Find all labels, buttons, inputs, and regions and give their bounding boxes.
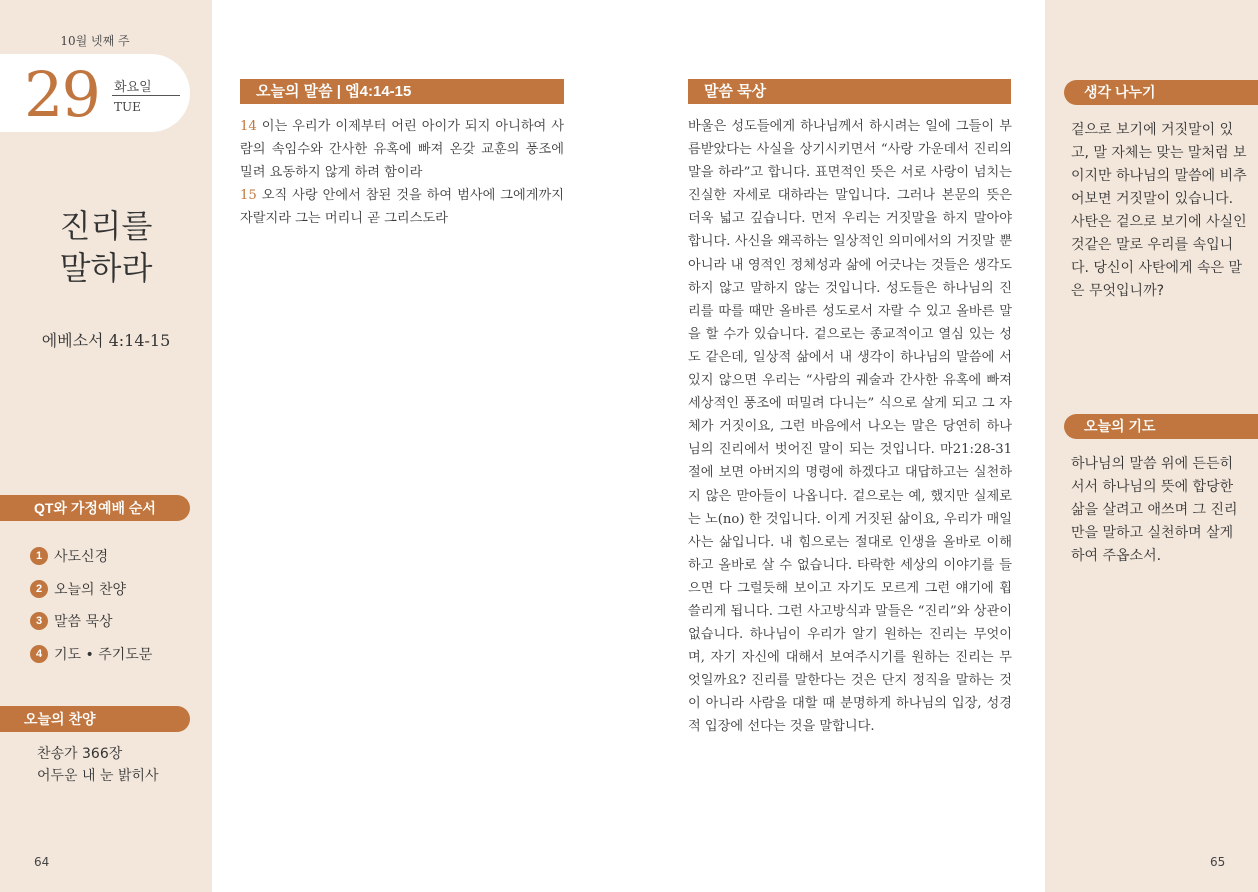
share-heading-label: 생각 나누기 [1084,84,1156,100]
prayer-heading [1064,414,1258,439]
order-item-label: 오늘의 찬양 [54,581,127,598]
verse-number: 15 [240,188,257,204]
order-heading-label: QT와 가정예배 순서 [34,500,156,516]
order-heading [0,495,190,521]
word-heading-label: 오늘의 말씀 | 엡4:14-15 [256,83,412,100]
meditation-body: 바울은 성도들에게 하나님께서 하시려는 일에 그들이 부름받았다는 사실을 상기시키면서 “사랑 가운데서 진리의 말을 하라”고 합니다. 표면적인 뜻은 서로 사랑이 넘치는 진실한 자세로 대하라는 말입니다. 그러나 본문의 뜻은 더욱 넓고 깊습니다. 먼저 우리는 거짓말을 하지 말아야 합니다. 사신을 왜곡하는 일상적인 의미에서의 거짓말 뿐 아니라 내 영적인 정체성과 삶에 어긋나는 것들은 생각도 하지 않고 말하지 않는 것입니다. 성도들은 하나님의 진리를 따를 때만 올바른 성도로서 자랄 수 있고 올바른 말을 할 수가 있습니다. 겉으로는 종교적이고 열심 있는 성도 같은데, 일상적 삶에서 내 생각이 하나님의 말씀에 서 있지 않으면 우리는 “사람의 궤술과 간사한 유혹에 빠져 세상적인 풍조에 떠밀려 다니는” 식으로 살게 되고 그 자체가 거짓이요, 그런 바음에서 나오는 말은 당연히 하나님의 진리에서 벗어진 말이 되는 것입니다. 마21:28-31절에 보면 아버지의 명령에 하겠다고 대답하고는 실천하지 않은 맏아들이 나옵니다. 겉으로는 예, 했지만 실제로는 노(no) 한 것입니다. 이게 거짓된 삶이요, 우리가 매일 사는 삶입니다. 내 힘으로는 절대로 인생을 올바로 이해하고 올바로 살 수 없습니다. 타락한 세상의 이야기를 들으면 다 그럴듯해 보이고 자기도 모르게 그런 얘기에 휩쓸리게 됩니다. 그런 사고방식과 말들은 “진리”와 상관이 없습니다. 하나님이 우리가 알기 원하는 진리는 무엇이며, 자기 자신에 대해서 보여주시기를 원하는 진리는 무엇일까요? 진리를 말한다는 것은 단지 정직을 말하는 것이 아니라 사람을 대할 때 분명하게 하나님의 입장, 성경적 입장에 선다는 것을 말합니다. [688,119,1012,735]
page-number-left: 64 [34,855,50,869]
prayer-heading-label: 오늘의 기도 [1084,418,1156,434]
weekday-en: TUE [114,100,141,114]
verse-number: 14 [240,119,257,134]
title-line-1: 진리를 [59,207,153,245]
order-list [30,540,152,670]
share-heading [1064,80,1258,105]
page-number-right: 65 [1210,855,1226,869]
verse [240,184,564,230]
scripture-reference: 에베소서 4:14-15 [41,331,171,350]
hymn-info [37,743,159,787]
left-sidebar [0,0,212,892]
order-item-label: 기도 • 주기도문 [54,646,153,663]
day-number: 29 [24,58,99,131]
share-text: 겉으로 보기에 거짓말이 있고, 말 자체는 맞는 말처럼 보이지만 하나님의 말씀에 비추어보면 거짓말이 있습니다. 사탄은 겉으로 보기에 사실인 것같은 말로 우리를 속입니다. 당신이 사탄에게 속은 말은 무엇입니까? [1071,122,1247,299]
order-item [30,638,152,671]
hymn-heading-label: 오늘의 찬양 [24,711,96,727]
title-line-2: 말하라 [59,249,153,287]
week-label: 10월 넷째 주 [60,34,130,48]
number-circle-icon: 2 [30,580,48,598]
date-box [0,54,190,132]
meditation-heading-label: 말씀 묵상 [704,83,767,100]
order-item-label: 말씀 묵상 [54,614,113,631]
order-item [30,540,152,573]
weekday-divider [112,95,180,96]
hymn-title: 어두운 내 눈 밝히사 [37,768,159,784]
weekday-ko: 화요일 [114,80,152,95]
number-circle-icon: 1 [30,547,48,565]
hymn-heading [0,706,190,732]
verse-body: 이는 우리가 이제부터 어린 아이가 되지 아니하여 사람의 속임수와 간사한 유혹에 빠져 온갖 교훈의 풍조에 밀려 요동하지 않게 하려 함이라 [240,119,564,181]
page-title [0,205,212,289]
verse-body: 오직 사랑 안에서 참된 것을 하여 범사에 그에게까지 자랄지라 그는 머리니 곧 그리스도라 [240,188,564,227]
verse-text [240,115,564,230]
word-heading [240,79,564,104]
order-item [30,573,152,606]
number-circle-icon: 4 [30,645,48,663]
hymn-number: 찬송가 366장 [37,746,123,762]
order-item [30,605,152,638]
prayer-text: 하나님의 말씀 위에 든든히 서서 하나님의 뜻에 합당한 삶을 살려고 애쓰며 그 진리만을 말하고 실천하며 살게 하여 주옵소서. [1071,456,1238,564]
order-item-label: 사도신경 [54,549,109,566]
verse [240,115,564,184]
number-circle-icon: 3 [30,612,48,630]
meditation-heading [688,79,1011,104]
